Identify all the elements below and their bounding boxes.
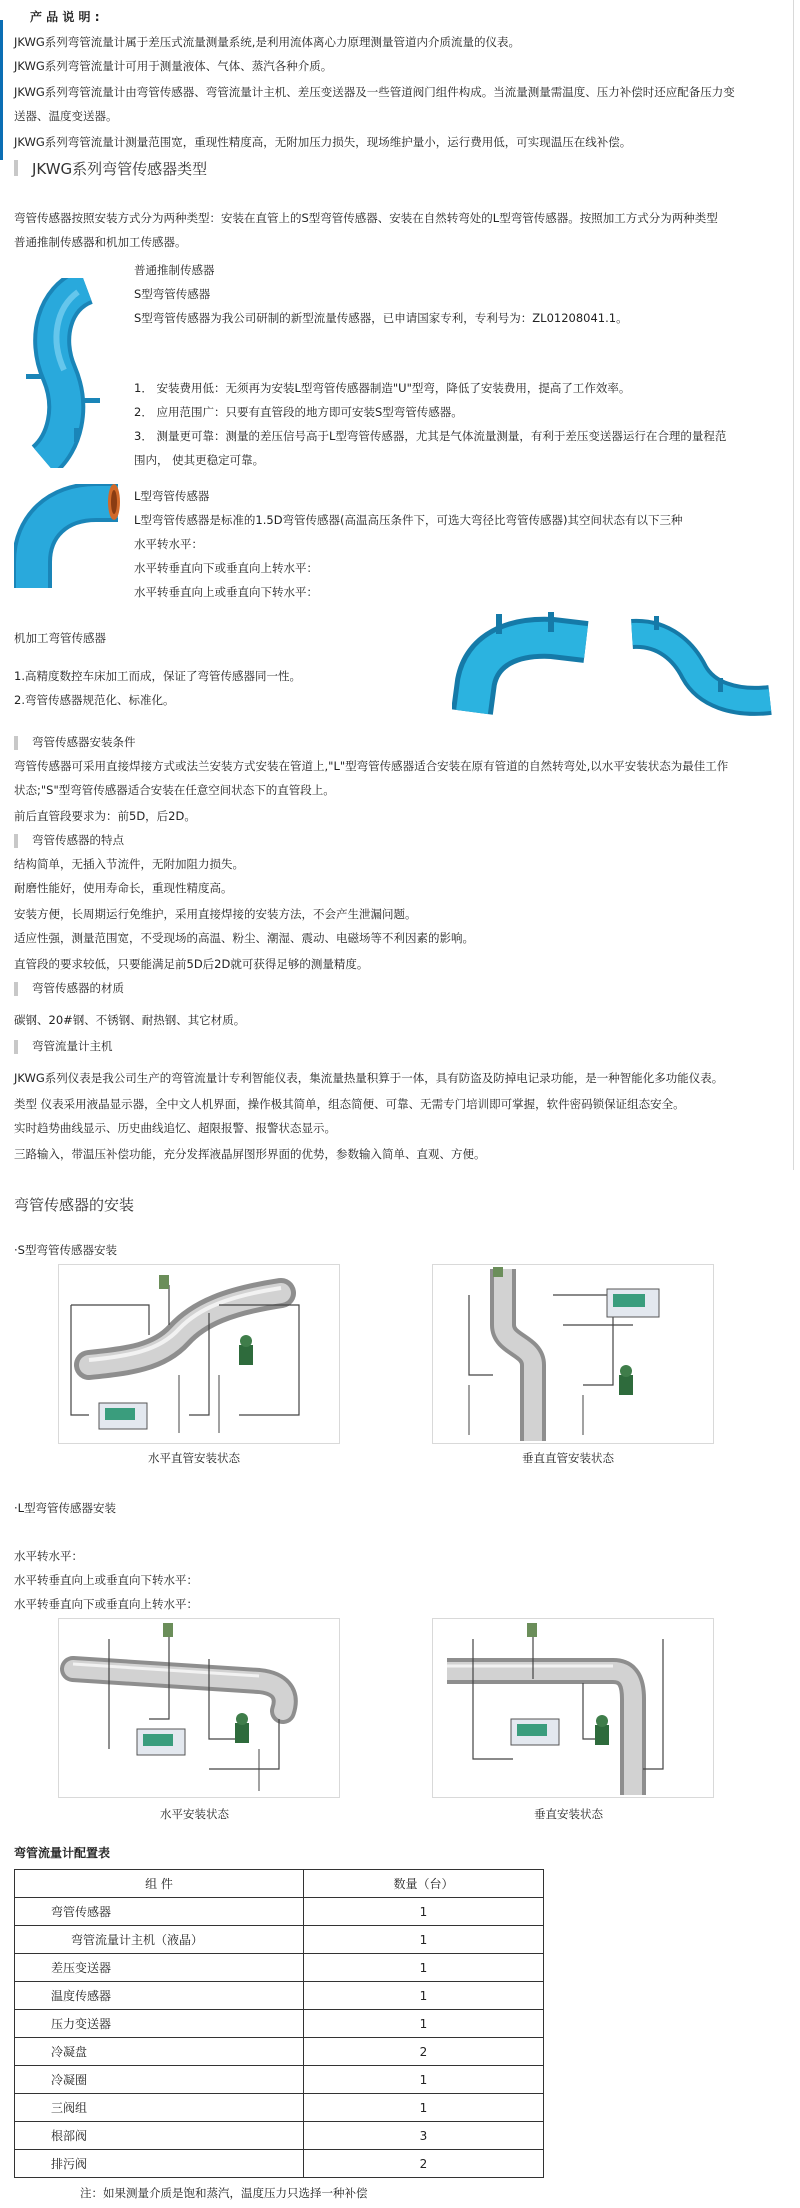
component-cell: 冷凝圈 — [15, 2066, 304, 2094]
table-row — [15, 1926, 544, 1954]
install-conditions-line: 前后直管段要求为：前5D，后2D。 — [14, 809, 196, 823]
installation-heading: 弯管传感器的安装 — [14, 1196, 135, 1214]
l-type-label: L型弯管传感器 — [134, 489, 210, 503]
l-vertical-caption: 垂直安装状态 — [534, 1807, 603, 1821]
machined-s-image — [624, 612, 774, 722]
config-heading: 弯管流量计配置表 — [14, 1846, 111, 1860]
sensor-types-desc: 普通推制传感器和机加工传感器。 — [14, 235, 187, 249]
intro-line: JKWG系列弯管流量计由弯管传感器、弯管流量计主机、差压变送器及一些管道阀门组件构成。当流量测量需温度、压力补偿时还应配备压力变 — [14, 85, 735, 99]
features-line: 适应性强，测量范围宽，不受现场的高温、粉尘、潮湿、震动、电磁场等不利因素的影响。 — [14, 931, 474, 945]
component-cell: 弯管传感器 — [15, 1898, 304, 1926]
sensor-types-heading: JKWG系列弯管传感器类型 — [32, 160, 208, 178]
s-type-desc: S型弯管传感器为我公司研制的新型流量传感器，已申请国家专利，专利号为：ZL01208041.1。 — [134, 311, 628, 325]
column-header: 数量（台） — [304, 1870, 544, 1898]
s-type-point: 1． 安装费用低：无须再为安装L型弯管传感器制造"U"型弯，降低了安装费用，提高了工作效率。 — [134, 381, 631, 395]
table-row — [15, 1898, 544, 1926]
machined-point: 2.弯管传感器规范化、标准化。 — [14, 693, 175, 707]
s-horizontal-install-diagram — [58, 1264, 340, 1444]
host-line: 三路输入，带温压补偿功能，充分发挥液晶屏图形界面的优势，参数输入简单、直观、方便。 — [14, 1147, 486, 1161]
table-row — [15, 2150, 544, 2178]
table-row — [15, 2010, 544, 2038]
config-note: 注：如果测量介质是饱和蒸汽，温度压力只选择一种补偿 — [80, 2186, 368, 2200]
quantity-cell: 2 — [304, 2150, 544, 2178]
machined-label: 机加工弯管传感器 — [14, 631, 106, 645]
l-type-desc: L型弯管传感器是标准的1.5D弯管传感器(高温高压条件下，可选大弯径比弯管传感器)其空间状态有以下三种 — [134, 513, 683, 527]
table-header-row — [15, 1870, 544, 1898]
right-border — [793, 0, 794, 1170]
materials-heading: 弯管传感器的材质 — [32, 981, 124, 995]
s-type-label: S型弯管传感器 — [134, 287, 211, 301]
section-marker — [14, 982, 18, 996]
sensor-types-desc: 弯管传感器按照安装方式分为两种类型：安装在直管上的S型弯管传感器、安装在自然转弯处的L型弯管传感器。按照加工方式分为两种类型 — [14, 211, 718, 225]
quantity-cell: 1 — [304, 2010, 544, 2038]
component-cell: 温度传感器 — [15, 1982, 304, 2010]
install-conditions-line: 状态;"S"型弯管传感器适合安装在任意空间状态下的直管段上。 — [14, 783, 335, 797]
section-marker — [14, 834, 18, 848]
s-type-sensor-image — [14, 278, 134, 468]
l-vertical-install-diagram — [432, 1618, 714, 1798]
quantity-cell: 1 — [304, 1954, 544, 1982]
s-vertical-caption: 垂直直管安装状态 — [522, 1451, 614, 1465]
host-heading: 弯管流量计主机 — [32, 1039, 113, 1053]
s-install-heading: ·S型弯管传感器安装 — [14, 1243, 117, 1257]
component-cell: 排污阀 — [15, 2150, 304, 2178]
table-row — [15, 2122, 544, 2150]
l-install-state: 水平转水平： — [14, 1549, 83, 1563]
quantity-cell: 1 — [304, 1926, 544, 1954]
config-table — [14, 1869, 544, 2178]
quantity-cell: 1 — [304, 2066, 544, 2094]
l-type-sensor-image — [14, 484, 122, 592]
install-conditions-heading: 弯管传感器安装条件 — [32, 735, 136, 749]
l-type-state: 水平转水平： — [134, 537, 203, 551]
l-horizontal-caption: 水平安装状态 — [160, 1807, 229, 1821]
install-conditions-line: 弯管传感器可采用直接焊接方式或法兰安装方式安装在管道上,"L"型弯管传感器适合安装在原有管道的自然转弯处,以水平安装状态为最佳工作 — [14, 759, 729, 773]
machined-elbow-image — [452, 612, 592, 722]
component-cell: 根部阀 — [15, 2122, 304, 2150]
host-line: 实时趋势曲线显示、历史曲线追忆、超限报警、报警状态显示。 — [14, 1121, 336, 1135]
column-header: 组 件 — [15, 1870, 304, 1898]
machined-point: 1.高精度数控车床加工而成，保证了弯管传感器同一性。 — [14, 669, 301, 683]
component-cell: 冷凝盘 — [15, 2038, 304, 2066]
table-row — [15, 2066, 544, 2094]
l-install-state: 水平转垂直向下或垂直向上转水平： — [14, 1597, 198, 1611]
quantity-cell: 3 — [304, 2122, 544, 2150]
intro-line: JKWG系列弯管流量计可用于测量液体、气体、蒸汽各种介质。 — [14, 59, 333, 73]
intro-line: JKWG系列弯管流量计属于差压式流量测量系统,是利用流体离心力原理测量管道内介质流量的仪表。 — [14, 35, 520, 49]
intro-line: JKWG系列弯管流量计测量范围宽，重现性精度高，无附加压力损失，现场维护量小，运行费用低，可实现温压在线补偿。 — [14, 135, 632, 149]
intro-title: 产 品 说 明 : — [30, 10, 100, 24]
quantity-cell: 1 — [304, 1898, 544, 1926]
l-type-state: 水平转垂直向上或垂直向下转水平： — [134, 585, 318, 599]
component-cell: 压力变送器 — [15, 2010, 304, 2038]
l-horizontal-install-diagram — [58, 1618, 340, 1798]
s-type-point: 3． 测量更可靠：测量的差压信号高于L型弯管传感器，尤其是气体流量测量，有利于差压变送器运行在合理的量程范 — [134, 429, 727, 443]
host-line: 类型 仪表采用液晶显示器，全中文人机界面，操作极其简单，组态简便、可靠、无需专门培训即可掌握，软件密码锁保证组态安全。 — [14, 1097, 685, 1111]
quantity-cell: 1 — [304, 1982, 544, 2010]
features-line: 耐磨性能好，使用寿命长，重现性精度高。 — [14, 881, 233, 895]
s-type-point: 围内， 使其更稳定可靠。 — [134, 453, 265, 467]
section-marker — [14, 1040, 18, 1054]
features-line: 安装方便，长周期运行免维护，采用直接焊接的安装方法，不会产生泄漏问题。 — [14, 907, 417, 921]
left-accent-bar — [0, 20, 3, 160]
host-line: JKWG系列仪表是我公司生产的弯管流量计专利智能仪表，集流量热量积算于一体，具有防盗及防掉电记录功能，是一种智能化多功能仪表。 — [14, 1071, 724, 1085]
table-row — [15, 1982, 544, 2010]
s-horizontal-caption: 水平直管安装状态 — [148, 1451, 240, 1465]
table-row — [15, 1954, 544, 1982]
s-type-label: 普通推制传感器 — [134, 263, 215, 277]
intro-line: 送器、温度变送器。 — [14, 109, 118, 123]
table-row — [15, 2038, 544, 2066]
s-type-point: 2． 应用范围广：只要有直管段的地方即可安装S型弯管传感器。 — [134, 405, 463, 419]
features-line: 结构简单，无插入节流件，无附加阻力损失。 — [14, 857, 244, 871]
component-cell: 差压变送器 — [15, 1954, 304, 1982]
table-row — [15, 2094, 544, 2122]
l-install-state: 水平转垂直向上或垂直向下转水平： — [14, 1573, 198, 1587]
quantity-cell: 1 — [304, 2094, 544, 2122]
quantity-cell: 2 — [304, 2038, 544, 2066]
materials-line: 碳钢、20#钢、不锈钢、耐热钢、其它材质。 — [14, 1013, 246, 1027]
features-line: 直管段的要求较低，只要能满足前5D后2D就可获得足够的测量精度。 — [14, 957, 369, 971]
component-cell: 三阀组 — [15, 2094, 304, 2122]
l-type-state: 水平转垂直向下或垂直向上转水平： — [134, 561, 318, 575]
features-heading: 弯管传感器的特点 — [32, 833, 124, 847]
s-vertical-install-diagram — [432, 1264, 714, 1444]
l-install-heading: ·L型弯管传感器安装 — [14, 1501, 117, 1515]
component-cell: 弯管流量计主机（液晶） — [15, 1926, 304, 1954]
section-marker — [14, 736, 18, 750]
section-marker — [14, 160, 18, 176]
